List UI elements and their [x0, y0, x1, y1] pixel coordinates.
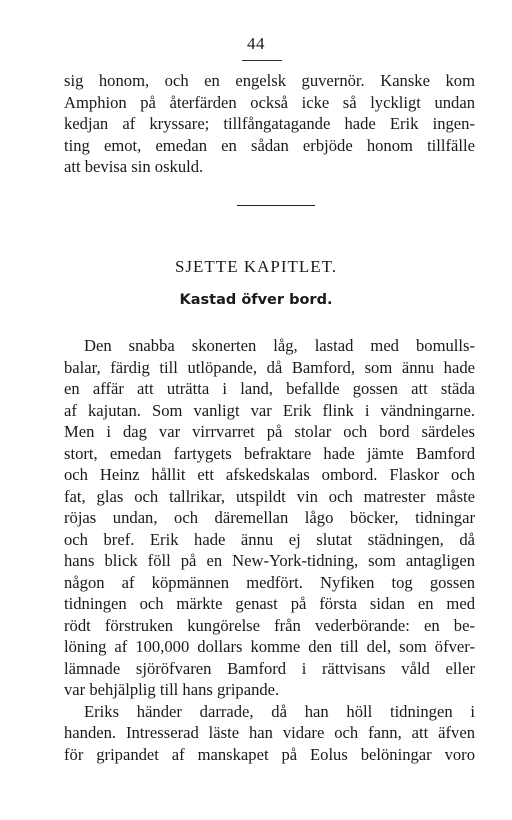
text-line: och bref. Erik hade ännu ej slutat städningen, då	[64, 529, 475, 549]
text-line: kedjan af kryssare; tillfångatagande hade Erik ingen-	[64, 114, 475, 133]
text-line: sig honom, och en engelsk guvernör. Kanske kom	[64, 71, 475, 90]
text-line: och Heinz hållit ett afskedskalas ombord. Flaskor och	[64, 465, 475, 484]
text-line: Amphion på återfärden också icke så lyckligt undan	[64, 92, 475, 112]
page-number-underline	[242, 60, 282, 61]
text-line: en affär att uträtta i land, befallde gossen att städa	[64, 379, 475, 398]
text-line: någon af köpmännen medfört. Nyfiken tog gossen	[64, 572, 475, 592]
text-line: rödt förstruken kungörelse från vederbörande: en be-	[64, 615, 475, 635]
chapter-title: SJETTE KAPITLET.	[174, 257, 338, 276]
chapter-body	[64, 335, 475, 765]
text-line: Men i dag var virrvarret på stolar och bord särdeles	[64, 422, 475, 441]
text-line: Eriks händer darrade, då han höll tidningen i	[84, 701, 475, 721]
intro-paragraph	[64, 70, 475, 178]
text-line: röjas undan, och däremellan lågo böcker, tidningar	[64, 508, 475, 527]
text-line: hans blick föll på en New-York-tidning, som antagligen	[64, 551, 475, 570]
chapter-subtitle: Kastad öfver bord.	[179, 292, 333, 308]
text-line: löning af 100,000 dollars komme den till del, som öfver-	[64, 637, 475, 656]
text-line: lämnade sjöröfvaren Bamford i rättvisans våld eller	[64, 658, 475, 678]
text-line: stort, emedan fartygets befraktare hade jämte Bamford	[64, 443, 475, 463]
text-line: var behjälplig till hans gripande.	[64, 680, 280, 699]
text-line: Den snabba skonerten låg, lastad med bomulls-	[84, 336, 475, 355]
text-line: tidningen och märkte genast på första sidan en med	[64, 594, 475, 613]
text-line: för gripandet af manskapet på Eolus belöningar voro	[64, 744, 475, 764]
section-divider	[237, 205, 315, 206]
text-line: af kajutan. Som vanligt var Erik flink i vändningarne.	[64, 400, 475, 420]
text-line: fat, glas och tallrikar, utspildt vin och matrester måste	[64, 486, 475, 506]
page-number: 44	[247, 34, 265, 53]
text-line: balar, färdig till utlöpande, då Bamford, som ännu hade	[64, 357, 475, 377]
text-line: handen. Intresserad läste han vidare och fann, att äfven	[64, 723, 475, 742]
text-line: ting emot, emedan en sådan erbjöde honom tillfälle	[64, 135, 475, 155]
text-line: att bevisa sin oskuld.	[64, 157, 204, 176]
